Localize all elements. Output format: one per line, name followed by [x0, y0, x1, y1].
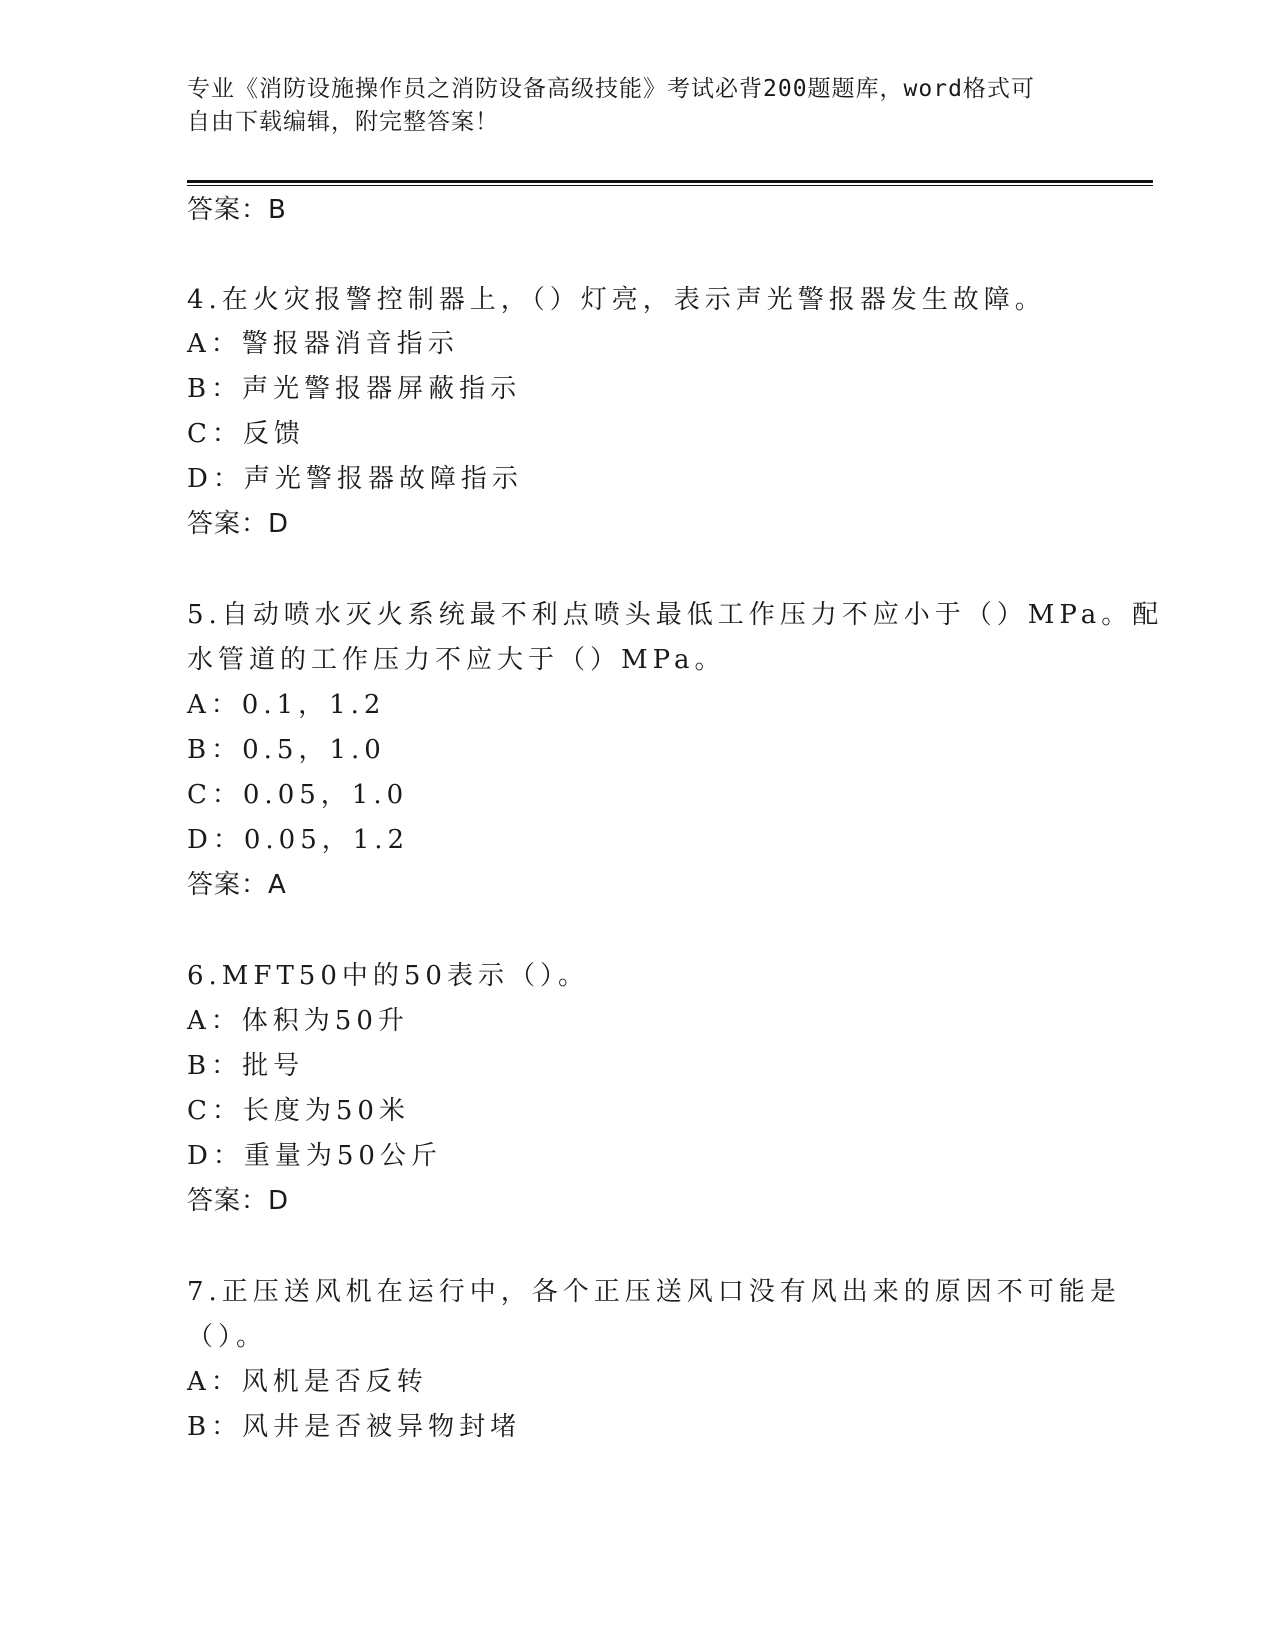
option-b: B：风井是否被异物封堵 — [187, 1412, 522, 1442]
option-a: A：风机是否反转 — [187, 1367, 428, 1397]
option-d: D：0.05，1.2 — [187, 825, 410, 855]
option-d: D：重量为50公斤 — [187, 1141, 442, 1171]
option-a: A：警报器消音指示 — [187, 329, 459, 359]
question-stem: 6.MFT50中的50表示（）。 — [187, 961, 589, 991]
previous-answer: 答案：B — [187, 195, 287, 225]
option-c: C：反馈 — [187, 419, 305, 449]
option-d: D：声光警报器故障指示 — [187, 464, 523, 494]
option-a: A：体积为50升 — [187, 1006, 409, 1036]
question-stem-line-2: 水管道的工作压力不应大于（）MPa。 — [187, 645, 726, 675]
option-b: B：声光警报器屏蔽指示 — [187, 374, 522, 404]
document-header — [187, 73, 1087, 139]
header-line-2: 自由下载编辑，附完整答案！ — [187, 109, 499, 135]
option-b: B：批号 — [187, 1051, 305, 1081]
option-b: B：0.5，1.0 — [187, 735, 386, 765]
header-divider-thick — [187, 180, 1153, 183]
question-stem-line-1: 7.正压送风机在运行中，各个正压送风口没有风出来的原因不可能是 — [187, 1277, 1121, 1307]
question-stem: 4.在火灾报警控制器上，（）灯亮，表示声光警报器发生故障。 — [187, 285, 1046, 315]
answer: 答案：A — [187, 870, 287, 900]
option-c: C：0.05，1.0 — [187, 780, 409, 810]
question-stem-line-1: 5.自动喷水灭火系统最不利点喷头最低工作压力不应小于（）MPa。配 — [187, 600, 1164, 630]
question-stem-line-2: （）。 — [187, 1322, 268, 1352]
answer: 答案：D — [187, 509, 290, 539]
header-line-1: 专业《消防设施操作员之消防设备高级技能》考试必背200题题库，word格式可 — [187, 76, 1035, 102]
option-c: C：长度为50米 — [187, 1096, 410, 1126]
option-a: A：0.1，1.2 — [187, 690, 386, 720]
answer: 答案：D — [187, 1186, 290, 1216]
header-divider-thin — [187, 185, 1153, 186]
